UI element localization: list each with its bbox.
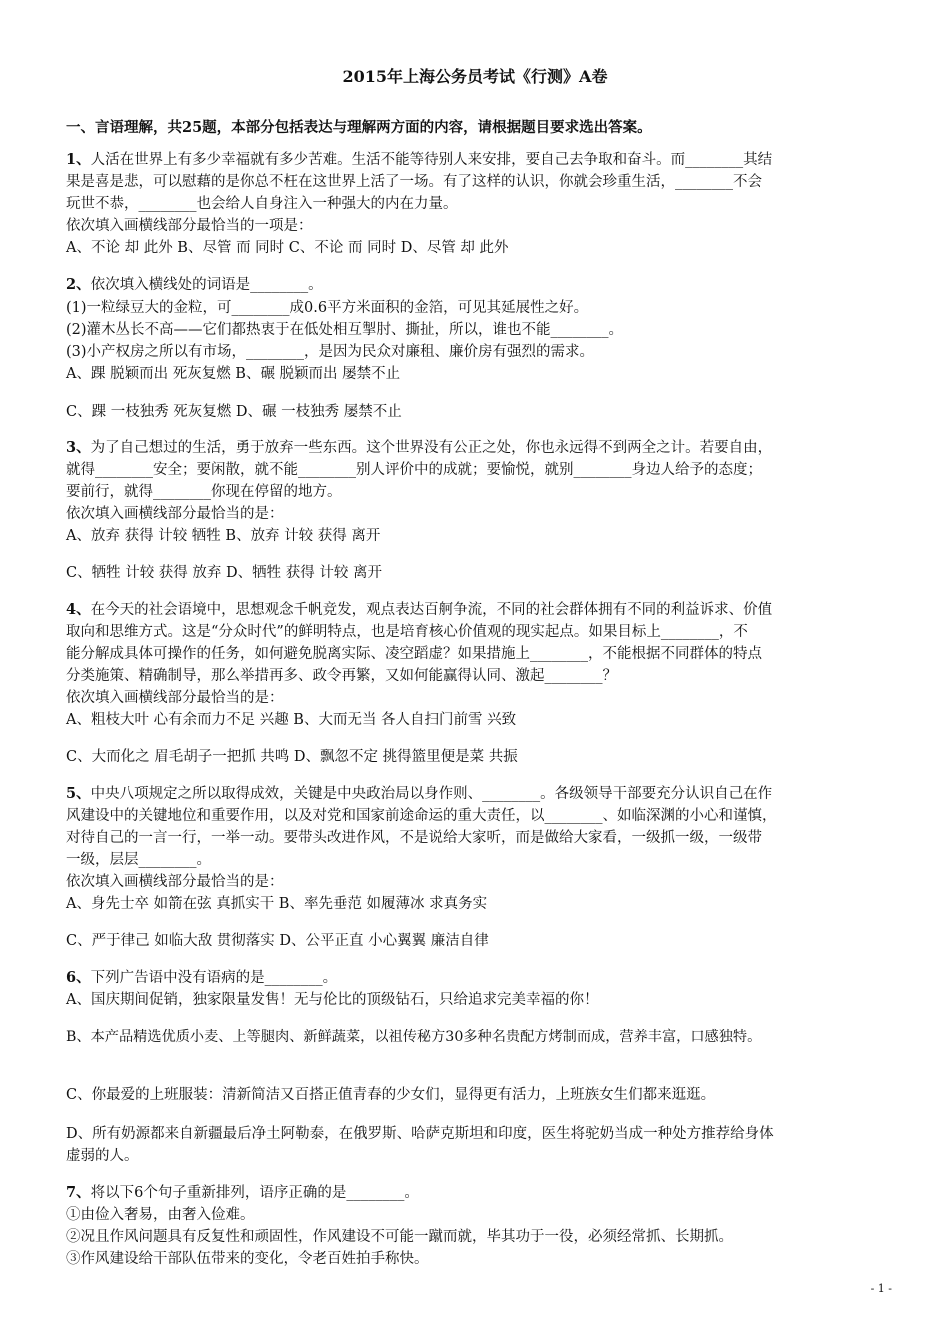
answer-options: A、身先士卒 如箭在弦 真抓实干 B、率先垂范 如履薄冰 求真务实: [66, 896, 488, 912]
answer-options: C、严于律己 如临大敌 贯彻落实 D、公平正直 小心翼翼 廉洁自律: [66, 933, 489, 949]
answer-options: A、踝 脱颖而出 死灰复燃 B、碾 脱颖而出 屡禁不止: [66, 366, 401, 382]
text-line: 风建设中的关键地位和重要作用，以及对党和国家前途命运的重大责任，以________、如临深渊的小心和谨慎，: [66, 808, 777, 824]
text-line: 依次填入画横线部分最恰当的一项是：: [66, 218, 313, 234]
question-number: 1、: [66, 151, 91, 168]
text-line: 玩世不恭，________也会给人自身注入一种强大的内在力量。: [66, 196, 458, 212]
text-line: 依次填入画横线部分最恰当的是：: [66, 506, 284, 522]
question-number: 2、: [66, 276, 91, 293]
text-line: 取向和思维方式。这是“分众时代”的鲜明特点，也是培育核心价值观的现实起点。如果目标上________，不: [66, 624, 748, 640]
answer-options: C、牺牲 计较 获得 放弃 D、牺牲 获得 计较 离开: [66, 565, 382, 581]
text-line: 就得________安全；要闲散，就不能________别人评价中的成就；要愉悦，就别________身边人给予的态度；: [66, 462, 762, 478]
text-line: 分类施策、精确制导，那么举措再多、政令再繁，又如何能赢得认同、激起________？: [66, 668, 617, 684]
text-line: ③作风建设给干部队伍带来的变化，令老百姓拍手称快。: [66, 1251, 429, 1267]
text-line: 5、中央八项规定之所以取得成效，关键是中央政治局以身作则、________。各级领导干部要充分认识自己在作: [66, 785, 773, 802]
answer-option: B、本产品精选优质小麦、上等腿肉、新鲜蔬菜，以祖传秘方30多种名贵配方烤制而成，营养丰富，口感独特。: [66, 1029, 762, 1045]
text-line: 一级，层层________。: [66, 852, 211, 868]
answer-options: A、放弃 获得 计较 牺牲 B、放弃 计较 获得 离开: [66, 528, 381, 544]
text-line: (1)一粒绿豆大的金粒，可________成0.6平方米面积的金箔，可见其延展性之好。: [66, 300, 589, 316]
text-line: 能分解成具体可操作的任务，如何避免脱离实际、凌空蹈虚？如果措施上________，不能根据不同群体的特点: [66, 646, 762, 662]
text-line: 1、人活在世界上有多少幸福就有多少苦难。生活不能等待别人来安排，要自己去争取和奋斗。而________其结: [66, 151, 773, 168]
text-line: 依次填入画横线部分最恰当的是：: [66, 690, 284, 706]
section-heading: 一、言语理解，共25题，本部分包括表达与理解两方面的内容，请根据题目要求选出答案。: [66, 119, 652, 136]
answer-options: A、粗枝大叶 心有余而力不足 兴趣 B、大而无当 各人自扫门前雪 兴致: [66, 712, 517, 728]
answer-option: C、你最爱的上班服装：清新简洁又百搭正值青春的少女们，显得更有活力，上班族女生们都来逛逛。: [66, 1087, 716, 1103]
text-line: (2)灌木丛长不高——它们都热衷于在低处相互掣肘、撕扯，所以，谁也不能________。: [66, 322, 624, 338]
text-line: ①由俭入奢易，由奢入俭难。: [66, 1207, 255, 1223]
question-number: 5、: [66, 785, 91, 802]
text-line: 4、在今天的社会语境中，思想观念千帆竞发，观点表达百舸争流，不同的社会群体拥有不同的利益诉求、价值: [66, 601, 773, 618]
text-line: 要前行，就得________你现在停留的地方。: [66, 484, 342, 500]
text-line: 6、下列广告语中没有语病的是________。: [66, 969, 338, 986]
answer-options: C、踝 一枝独秀 死灰复燃 D、碾 一枝独秀 屡禁不止: [66, 404, 402, 420]
text-line: 虚弱的人。: [66, 1148, 139, 1164]
text-line: 3、为了自己想过的生活，勇于放弃一些东西。这个世界没有公正之处，你也永远得不到两全之计。若要自由，: [66, 439, 773, 456]
question-number: 7、: [66, 1184, 91, 1201]
question-number: 3、: [66, 439, 91, 456]
text-line: 依次填入画横线部分最恰当的是：: [66, 874, 284, 890]
answer-option: A、国庆期间促销，独家限量发售！无与伦比的顶级钻石，只给追求完美幸福的你！: [66, 992, 599, 1008]
text-line: 果是喜是悲，可以慰藉的是你总不枉在这世界上活了一场。有了这样的认识，你就会珍重生活，________不会: [66, 174, 762, 190]
answer-options: C、大而化之 眉毛胡子一把抓 共鸣 D、飘忽不定 挑得篮里便是菜 共振: [66, 749, 518, 765]
document-title: 2015年上海公务员考试《行测》A卷: [342, 67, 608, 86]
answer-option: D、所有奶源都来自新疆最后净土阿勒泰，在俄罗斯、哈萨克斯坦和印度，医生将驼奶当成一种处方推荐给身体: [66, 1126, 774, 1142]
answer-options: A、不论 却 此外 B、尽管 而 同时 C、不论 而 同时 D、尽管 却 此外: [66, 240, 509, 256]
question-number: 6、: [66, 969, 91, 986]
text-line: 对待自己的一言一行，一举一动。要带头改进作风，不是说给大家听，而是做给大家看，一级抓一级，一级带: [66, 830, 762, 846]
page-number: - 1 -: [870, 1282, 892, 1295]
text-line: 7、将以下6个句子重新排列，语序正确的是________。: [66, 1184, 419, 1201]
text-line: ②况且作风问题具有反复性和顽固性，作风建设不可能一蹴而就，毕其功于一役，必须经常抓、长期抓。: [66, 1229, 733, 1245]
text-line: (3)小产权房之所以有市场，________，是因为民众对廉租、廉价房有强烈的需求。: [66, 344, 595, 360]
question-number: 4、: [66, 601, 91, 618]
text-line: 2、依次填入横线处的词语是________。: [66, 276, 323, 293]
